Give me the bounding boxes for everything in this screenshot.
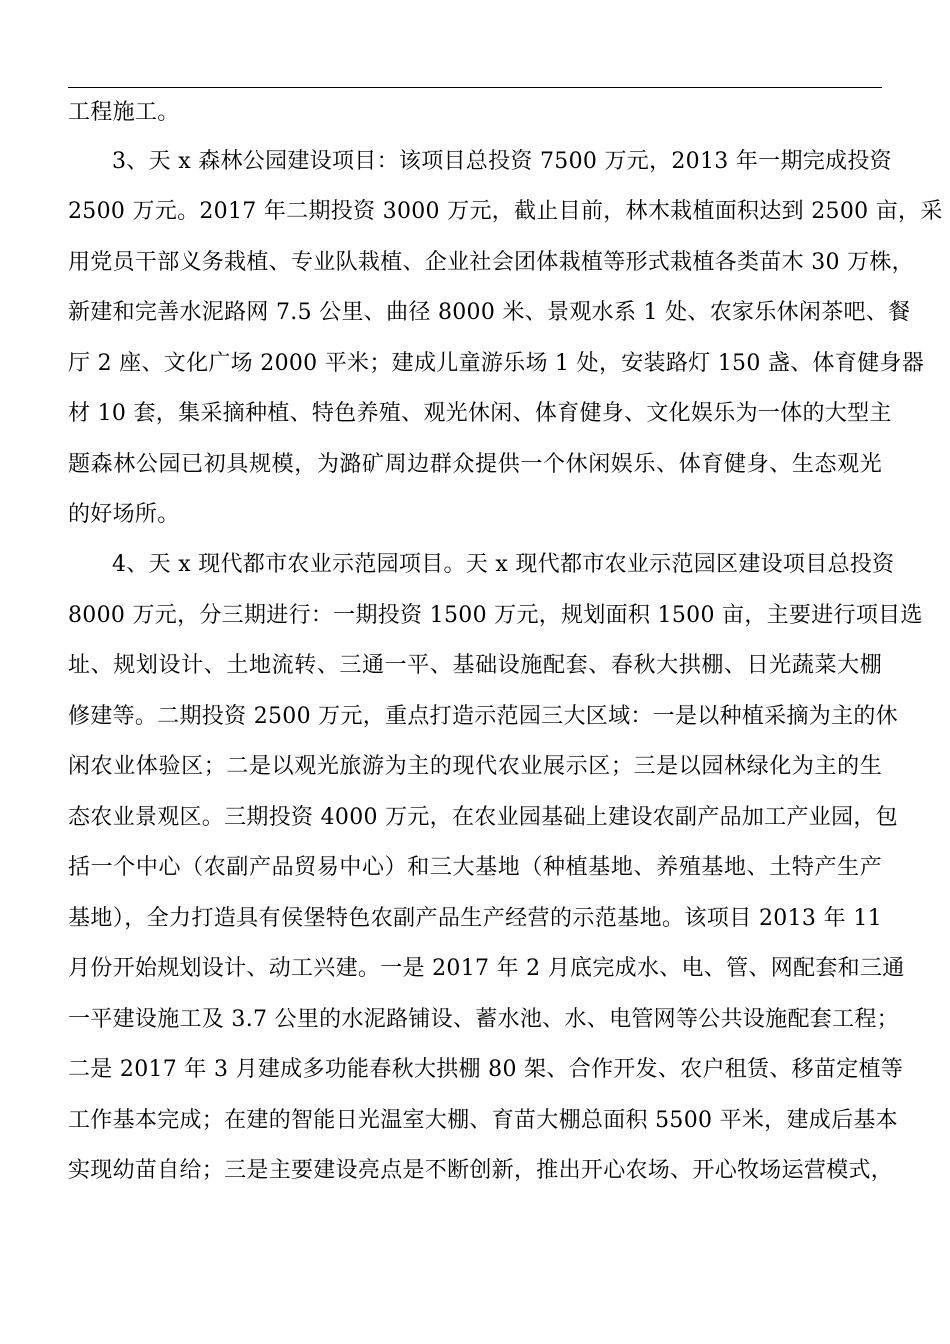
text-line: 材 10 套，集采摘种植、特色养殖、观光休闲、体育健身、文化娱乐为一体的大型主: [68, 401, 892, 426]
text-line: 月份开始规划设计、动工兴建。一是 2017 年 2 月底完成水、电、管、网配套和三通: [68, 956, 905, 981]
text-line: 址、规划设计、土地流转、三通一平、基础设施配套、春秋大拱棚、日光蔬菜大棚: [68, 653, 882, 678]
text-line: 厅 2 座、文化广场 2000 平米；建成儿童游乐场 1 处，安装路灯 150 盏、体育健身器: [68, 351, 925, 376]
text-line: 用党员干部义务栽植、专业队栽植、企业社会团体栽植等形式栽植各类苗木 30 万株，: [68, 250, 914, 275]
text-line: 工程施工。: [68, 100, 180, 125]
text-line: 闲农业体验区；二是以观光旅游为主的现代农业展示区；三是以园林绿化为主的生: [68, 754, 882, 779]
text-line: 基地），全力打造具有侯堡特色农副产品生产经营的示范基地。该项目 2013 年 11: [68, 906, 882, 931]
header-rule: [68, 87, 882, 88]
text-line: 工作基本完成；在建的智能日光温室大棚、育苗大棚总面积 5500 平米，建成后基本: [68, 1108, 898, 1133]
text-line: 新建和完善水泥路网 7.5 公里、曲径 8000 米、景观水系 1 处、农家乐休闲茶吧、餐: [68, 300, 911, 325]
text-line: 4、天 x 现代都市农业示范园项目。天 x 现代都市农业示范园区建设项目总投资: [112, 552, 895, 577]
text-line: 二是 2017 年 3 月建成多功能春秋大拱棚 80 架、合作开发、农户租赁、移苗定植等: [68, 1057, 904, 1082]
text-line: 修建等。二期投资 2500 万元，重点打造示范园三大区域：一是以种植采摘为主的休: [68, 704, 898, 729]
text-line: 态农业景观区。三期投资 4000 万元，在农业园基础上建设农副产品加工产业园，包: [68, 805, 898, 830]
text-line: 括一个中心（农副产品贸易中心）和三大基地（种植基地、养殖基地、土特产生产: [68, 855, 882, 880]
text-line: 一平建设施工及 3.7 公里的水泥路铺设、蓄水池、水、电管网等公共设施配套工程；: [68, 1007, 899, 1032]
text-line: 的好场所。: [68, 502, 180, 527]
text-line: 实现幼苗自给；三是主要建设亮点是不断创新，推出开心农场、开心牧场运营模式，: [68, 1158, 894, 1183]
text-line: 8000 万元，分三期进行：一期投资 1500 万元，规划面积 1500 亩，主要进行项目选: [68, 603, 923, 628]
text-line: 3、天 x 森林公园建设项目：该项目总投资 7500 万元，2013 年一期完成投资: [112, 149, 892, 174]
text-line: 题森林公园已初具规模，为潞矿周边群众提供一个休闲娱乐、体育健身、生态观光: [68, 452, 882, 477]
text-line: 2500 万元。2017 年二期投资 3000 万元，截止目前，林木栽植面积达到 2500 亩，采: [68, 199, 943, 224]
